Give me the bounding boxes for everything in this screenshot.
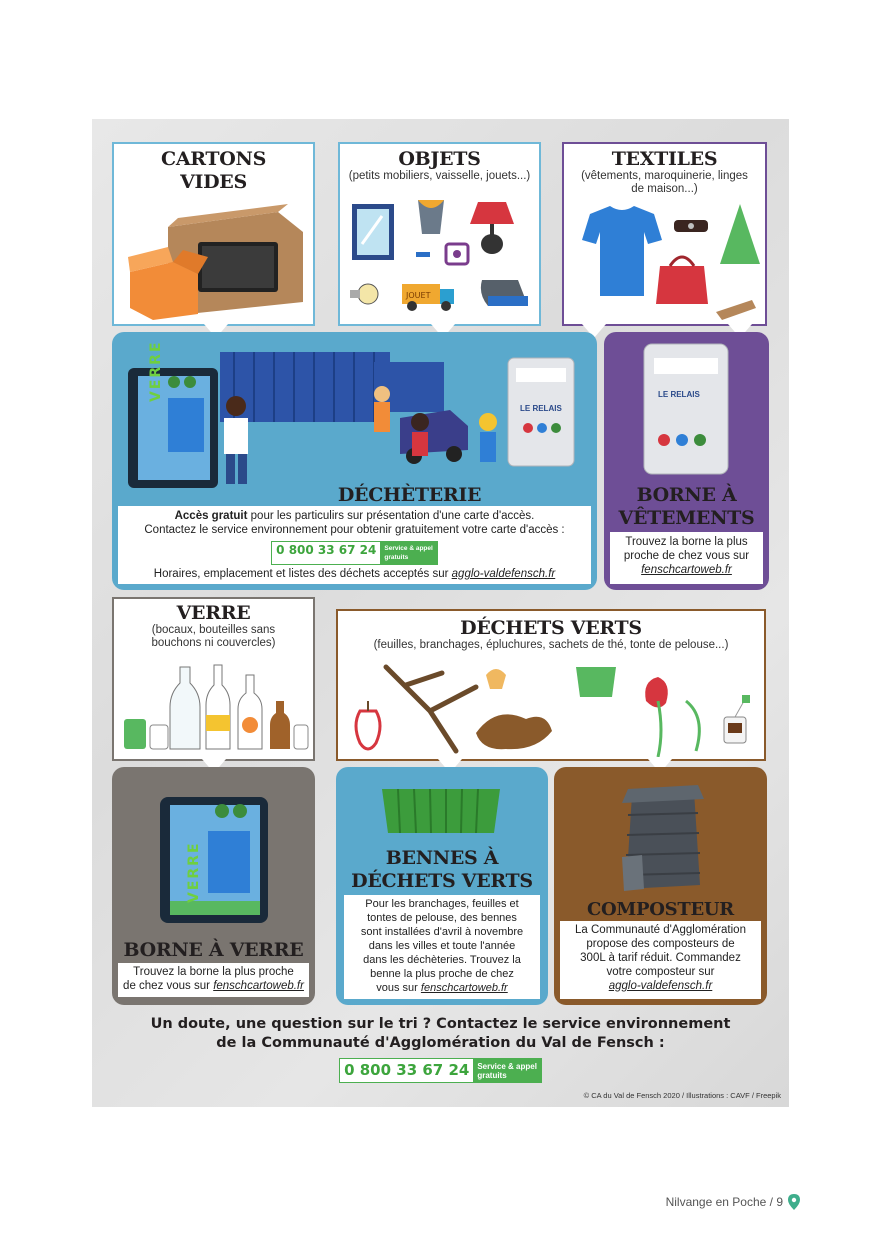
verre-box bbox=[112, 597, 315, 761]
bennes-line-2: sont installées d'avril à novembre bbox=[360, 926, 524, 938]
decheterie-line-2: Contactez le service environnement pour obtenir gratuitement votre carte d'accès : bbox=[144, 524, 565, 536]
footer-phone-tag-2: gratuits bbox=[477, 1071, 507, 1080]
glass-containers-icon bbox=[120, 663, 310, 759]
decheterie-glass-label: VERRE bbox=[148, 340, 164, 402]
decheterie-phone-tag-1: Service & appel bbox=[384, 545, 433, 552]
bennes-line-3: dans les villes et toute l'année bbox=[368, 940, 516, 952]
bennes-line-5: benne la plus proche de chez bbox=[370, 968, 514, 980]
bennes-line-1: tontes de pelouse, des bennes bbox=[367, 912, 517, 924]
footer-line-1: Un doute, une question sur le tri ? Contactez le service environnement bbox=[150, 1016, 731, 1032]
footer-phone-number: 0 800 33 67 24 bbox=[344, 1061, 470, 1079]
bennes-line-4: dans les déchèteries. Trouvez la bbox=[363, 954, 521, 966]
borne-verre-text-2: de chez vous sur bbox=[123, 980, 214, 992]
decheterie-title: DÉCHÈTERIE bbox=[337, 484, 482, 506]
textiles-box bbox=[562, 142, 767, 326]
verre-title: VERRE bbox=[176, 602, 251, 624]
bennes-panel bbox=[336, 767, 548, 1005]
textiles-title: TEXTILES bbox=[611, 148, 718, 170]
composteur-line-0: La Communauté d'Agglomération bbox=[575, 924, 746, 936]
poster-footer bbox=[92, 1015, 789, 1083]
bennes-title-2: DÉCHETS VERTS bbox=[351, 870, 533, 892]
decheterie-relais-label: LE RELAIS bbox=[520, 404, 562, 413]
decheterie-scene-icon bbox=[124, 338, 584, 498]
glass-bin-icon bbox=[156, 791, 272, 927]
borne-verre-info-box bbox=[118, 963, 309, 997]
composteur-link[interactable]: agglo-valdefensch.fr bbox=[608, 980, 713, 992]
cartons-box bbox=[112, 142, 315, 326]
borne-verre-panel bbox=[112, 767, 315, 1005]
borne-vetements-text-1: Trouvez la borne la plus bbox=[625, 536, 748, 548]
clothing-bin-icon bbox=[638, 340, 734, 480]
dechets-verts-title: DÉCHETS VERTS bbox=[460, 617, 642, 639]
borne-verre-title: BORNE À VERRE bbox=[123, 939, 304, 961]
map-pin-icon bbox=[788, 1194, 800, 1210]
composteur-line-1: propose des composteurs de bbox=[586, 938, 735, 950]
composter-icon bbox=[618, 785, 708, 895]
borne-verre-text-1: Trouvez la borne la plus proche bbox=[133, 966, 294, 978]
decheterie-link[interactable]: agglo-valdefensch.fr bbox=[451, 568, 556, 580]
objets-box bbox=[338, 142, 541, 326]
page-label: Nilvange en Poche / 9 bbox=[665, 1195, 783, 1209]
bennes-info-box bbox=[344, 895, 540, 999]
decheterie-panel bbox=[112, 332, 597, 590]
bennes-link[interactable]: fenschcartoweb.fr bbox=[420, 982, 508, 994]
borne-vetements-relais-label: LE RELAIS bbox=[658, 390, 700, 399]
green-waste-icon bbox=[346, 661, 760, 757]
cardboard-boxes-icon bbox=[128, 202, 308, 322]
borne-vetements-title-2: VÊTEMENTS bbox=[618, 507, 755, 529]
borne-verre-glass-label: VERRE bbox=[186, 841, 202, 903]
dechets-verts-subtitle: (feuilles, branchages, épluchures, sachets de thé, tonte de pelouse...) bbox=[373, 639, 729, 651]
toy-label: JOUET bbox=[406, 291, 431, 300]
objets-title: OBJETS bbox=[398, 148, 481, 170]
decheterie-info-box bbox=[118, 506, 591, 584]
borne-vetements-title-1: BORNE À bbox=[636, 484, 737, 506]
composteur-line-3: votre composteur sur bbox=[606, 966, 715, 978]
bennes-last: vous sur bbox=[376, 982, 421, 994]
textiles-icon bbox=[570, 204, 764, 324]
bennes-title-1: BENNES À bbox=[385, 847, 499, 869]
footer-phone-badge bbox=[339, 1058, 542, 1083]
composteur-info-box bbox=[560, 921, 761, 999]
page-footer bbox=[666, 1194, 800, 1210]
decheterie-free-access: Accès gratuit bbox=[174, 510, 248, 522]
verre-subtitle-2: bouchons ni couvercles) bbox=[151, 637, 276, 649]
green-skip-icon bbox=[376, 785, 506, 837]
textiles-subtitle-2: de maison...) bbox=[631, 183, 698, 195]
borne-vetements-link[interactable]: fenschcartoweb.fr bbox=[641, 564, 732, 576]
decheterie-phone-tag-2: gratuits bbox=[384, 554, 409, 561]
cartons-title-1: CARTONS bbox=[161, 148, 266, 170]
objets-subtitle: (petits mobiliers, vaisselle, jouets...) bbox=[348, 170, 531, 182]
composteur-line-2: 300L à tarif réduit. Commandez bbox=[580, 952, 741, 964]
footer-line-2: de la Communauté d'Agglomération du Val de Fensch : bbox=[216, 1035, 665, 1051]
verre-subtitle-1: (bocaux, bouteilles sans bbox=[151, 624, 276, 636]
decheterie-line-3: Horaires, emplacement et listes des déchets acceptés sur bbox=[153, 568, 452, 580]
textiles-subtitle-1: (vêtements, maroquinerie, linges bbox=[581, 170, 748, 182]
recycling-poster bbox=[92, 119, 789, 1107]
borne-vetements-info-box bbox=[610, 532, 763, 584]
decheterie-line-1: pour les particulirs sur présentation d'une carte d'accès. bbox=[247, 510, 535, 522]
footer-credit: © CA du Val de Fensch 2020 / Illustrations : CAVF / Freepik bbox=[583, 1091, 781, 1100]
dechets-verts-box bbox=[336, 609, 766, 761]
borne-vetements-panel bbox=[604, 332, 769, 590]
bennes-line-0: Pour les branchages, feuilles et bbox=[365, 898, 519, 910]
composteur-title: COMPOSTEUR bbox=[587, 899, 734, 920]
borne-vetements-text-2: proche de chez vous sur bbox=[623, 550, 750, 562]
decheterie-phone-badge bbox=[271, 541, 438, 565]
cartons-title-2: VIDES bbox=[180, 171, 247, 193]
decheterie-phone-number: 0 800 33 67 24 bbox=[276, 543, 377, 557]
borne-verre-link[interactable]: fenschcartoweb.fr bbox=[213, 980, 304, 992]
objects-icon bbox=[346, 194, 536, 324]
composteur-panel bbox=[554, 767, 767, 1005]
footer-phone-tag-1: Service & appel bbox=[477, 1062, 537, 1071]
